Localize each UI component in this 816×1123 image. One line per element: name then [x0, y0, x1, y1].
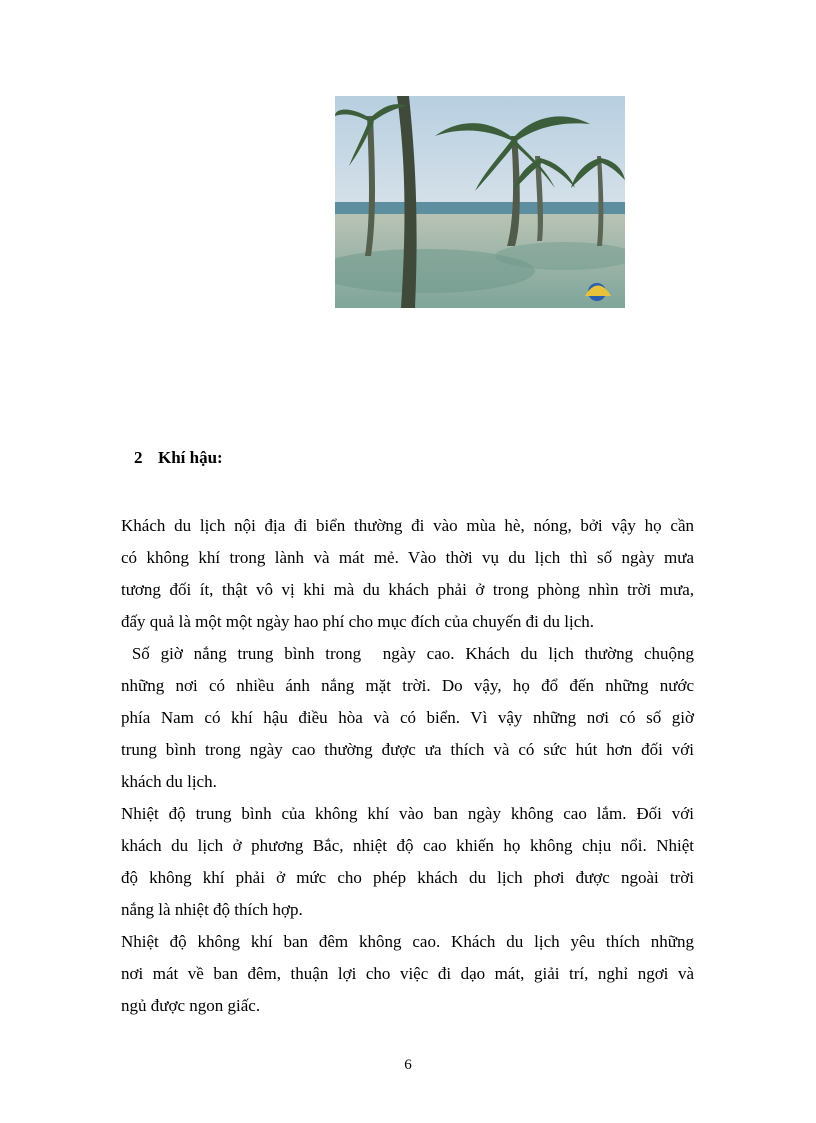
body-line: khách du lịch.	[121, 772, 217, 791]
body-line: nơi mát về ban đêm, thuận lợi cho việc đi dạo mát, giải trí, nghỉ ngơi và	[121, 964, 694, 983]
beach-palm-icon	[335, 96, 625, 308]
page-number: 6	[404, 1057, 412, 1073]
body-line: nắng là nhiệt độ thích hợp.	[121, 900, 303, 919]
body-line: tương đối ít, thật vô vị khi mà du khách phải ở trong phòng nhìn trời mưa,	[121, 580, 694, 599]
body-line: ngủ được ngon giấc.	[121, 996, 261, 1015]
body-line: có không khí trong lành và mát mẻ. Vào thời vụ du lịch thì số ngày mưa	[121, 548, 694, 567]
body-line: những nơi có nhiều ánh nắng mặt trời. Do vậy, họ đổ đến những nước	[121, 676, 694, 695]
body-line: Khách du lịch nội địa đi biển thường đi vào mùa hè, nóng, bởi vậy họ cần	[121, 516, 694, 535]
body-line: khách du lịch ở phương Bắc, nhiệt độ cao khiến họ không chịu nổi. Nhiệt	[121, 836, 694, 855]
body-line: phía Nam có khí hậu điều hòa và có biển. Vì vậy những nơi có số giờ	[121, 708, 694, 727]
body-line: độ không khí phải ở mức cho phép khách du lịch phơi được ngoài trời	[121, 868, 694, 887]
body-line: Số giờ nắng trung bình trong ngày cao. Khách du lịch thường chuộng	[121, 644, 694, 663]
body-line: Nhiệt độ không khí ban đêm không cao. Khách du lịch yêu thích những	[121, 932, 694, 951]
section-heading	[134, 448, 223, 468]
body-line: Nhiệt độ trung bình của không khí vào ban ngày không cao lắm. Đối với	[121, 804, 694, 823]
beach-palm-photo	[335, 96, 625, 308]
section-title: Khí hậu:	[158, 448, 223, 467]
body-text	[121, 510, 694, 1022]
body-line: đấy quả là một một ngày hao phí cho mục đích của chuyến đi du lịch.	[121, 612, 595, 631]
section-number: 2	[134, 448, 143, 467]
body-line: trung bình trong ngày cao thường được ưa thích và có sức hút hơn đối với	[121, 740, 694, 759]
